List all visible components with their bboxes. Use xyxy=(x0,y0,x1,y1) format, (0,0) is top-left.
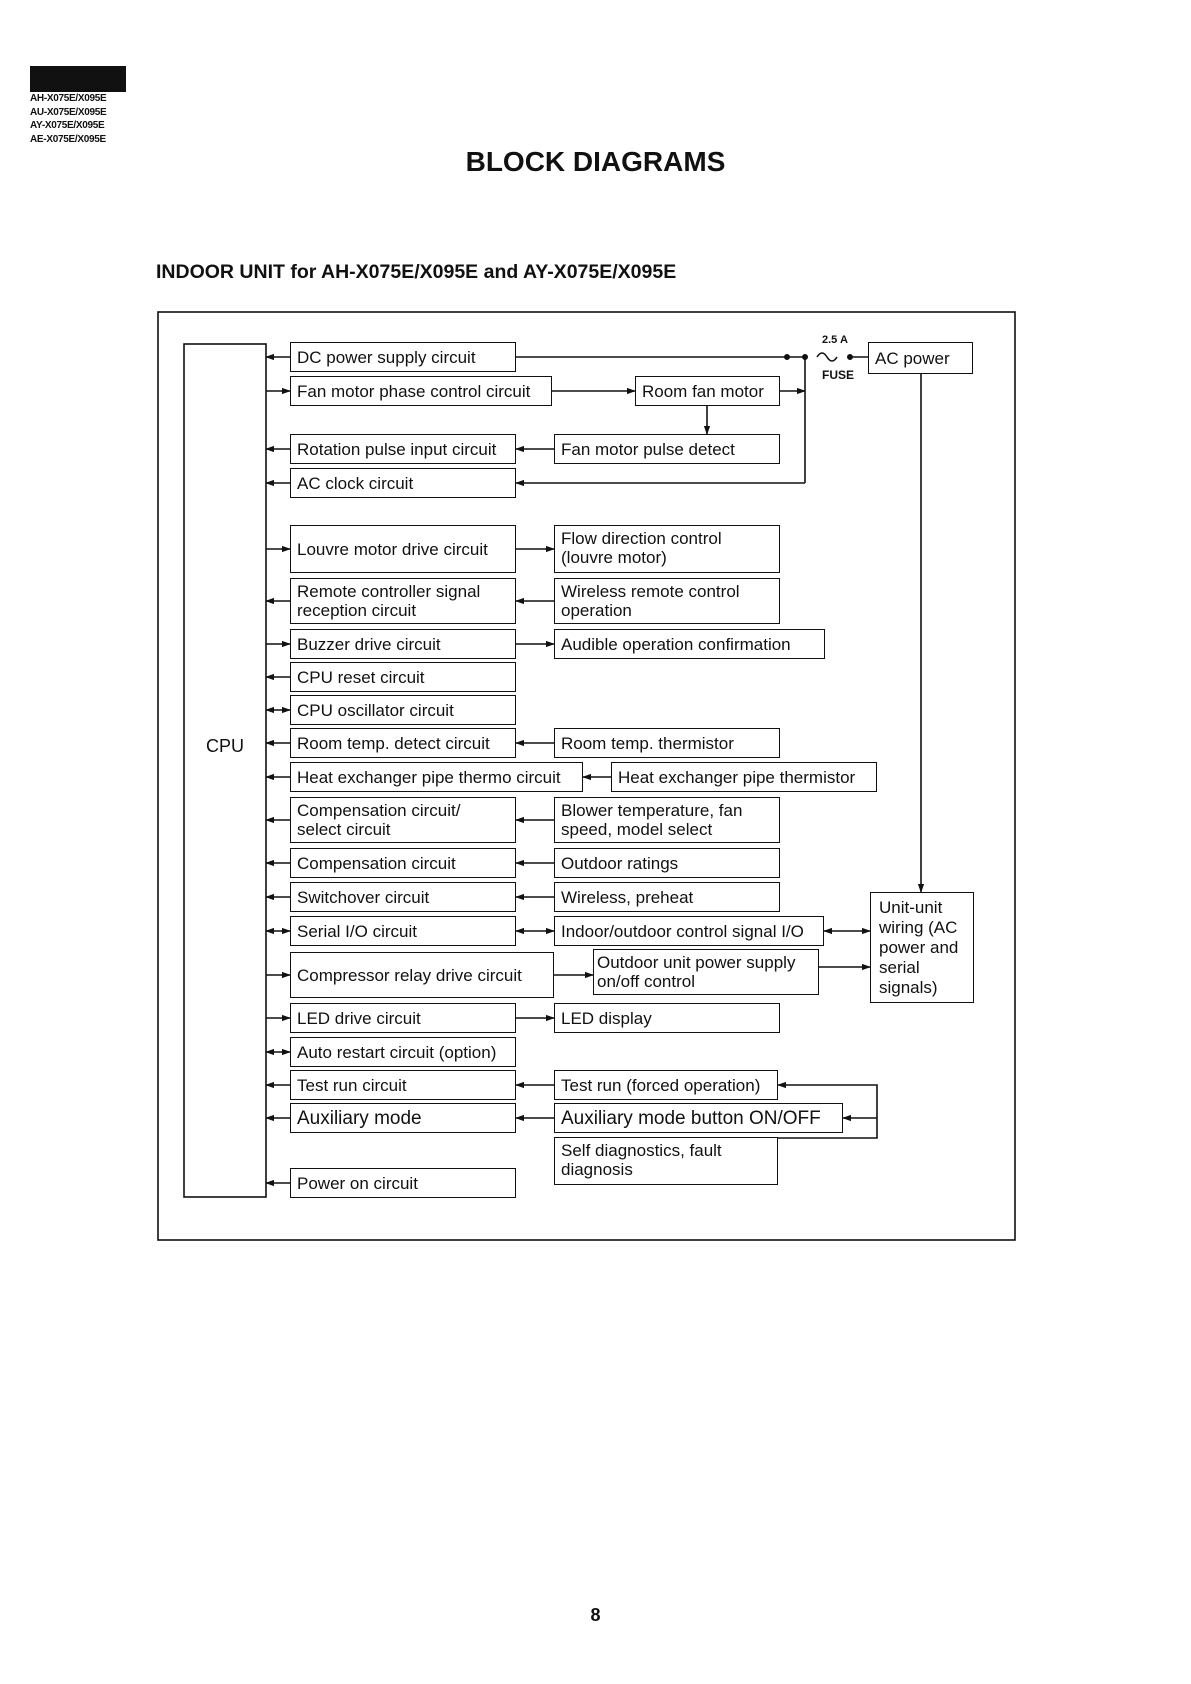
circuit-box: Room temp. detect circuit xyxy=(290,728,516,758)
cpu-block xyxy=(184,344,266,1197)
peripheral-box: Room temp. thermistor xyxy=(554,728,780,758)
peripheral-box: Self diagnostics, fault diagnosis xyxy=(554,1137,778,1185)
cpu-circuit-arrows xyxy=(266,357,290,1183)
peripheral-box: Outdoor unit power supply on/off control xyxy=(593,949,819,995)
peripheral-box: Flow direction control (louvre motor) xyxy=(554,525,780,573)
peripheral-box: Outdoor ratings xyxy=(554,848,780,878)
page-number: 8 xyxy=(590,1605,601,1625)
model-line: AE-X075E/X095E xyxy=(30,133,106,145)
model-line: AH-X075E/X095E xyxy=(30,93,107,104)
model-line: AY-X075E/X095E xyxy=(30,120,105,131)
circuit-box: AC clock circuit xyxy=(290,468,516,498)
circuit-box: CPU reset circuit xyxy=(290,662,516,692)
peripheral-box: Blower temperature, fan speed, model select xyxy=(554,797,780,843)
circuit-box: CPU oscillator circuit xyxy=(290,695,516,725)
circuit-box: Auxiliary mode xyxy=(290,1103,516,1133)
peripheral-box: Wireless remote control operation xyxy=(554,578,780,624)
model-line: AU-X075E/X095E xyxy=(30,106,107,118)
cpu-label: CPU xyxy=(205,736,244,756)
circuit-box: LED drive circuit xyxy=(290,1003,516,1033)
circuit-box: Power on circuit xyxy=(290,1168,516,1198)
circuit-box: Serial I/O circuit xyxy=(290,916,516,946)
peripheral-box: Audible operation confirmation xyxy=(554,629,825,659)
peripheral-box: Wireless, preheat xyxy=(554,882,780,912)
fuse-label: FUSE xyxy=(822,368,855,382)
ac-power-box: AC power xyxy=(868,342,973,374)
circuit-box: Compressor relay drive circuit xyxy=(290,952,554,998)
circuit-box: Auto restart circuit (option) xyxy=(290,1037,516,1067)
circuit-box: Fan motor phase control circuit xyxy=(290,376,552,406)
unit-wiring-box: Unit-unit wiring (AC power and serial signals) xyxy=(870,892,974,1003)
circuit-box: Heat exchanger pipe thermo circuit xyxy=(290,762,583,792)
fuse-rating: 2.5 A xyxy=(822,334,848,346)
section-title: INDOOR UNIT for AH-X075E/X095E and AY-X075E/X095E xyxy=(156,261,677,283)
circuit-box: DC power supply circuit xyxy=(290,342,516,372)
peripheral-box: Fan motor pulse detect xyxy=(554,434,780,464)
circuit-box: Rotation pulse input circuit xyxy=(290,434,516,464)
peripheral-box: Indoor/outdoor control signal I/O xyxy=(554,916,824,946)
circuit-box: Compensation circuit/ select circuit xyxy=(290,797,516,843)
circuit-box: Switchover circuit xyxy=(290,882,516,912)
peripheral-box: Room fan motor xyxy=(635,376,780,406)
peripheral-box: LED display xyxy=(554,1003,780,1033)
peripheral-box: Heat exchanger pipe thermistor xyxy=(611,762,877,792)
peripheral-box: Auxiliary mode button ON/OFF xyxy=(554,1103,843,1133)
circuit-box: Louvre motor drive circuit xyxy=(290,525,516,573)
circuit-box: Compensation circuit xyxy=(290,848,516,878)
circuit-box: Test run circuit xyxy=(290,1070,516,1100)
page-title: BLOCK DIAGRAMS xyxy=(465,146,726,177)
circuit-box: Remote controller signal reception circuit xyxy=(290,578,516,624)
peripheral-box: Test run (forced operation) xyxy=(554,1070,778,1100)
circuit-box: Buzzer drive circuit xyxy=(290,629,516,659)
